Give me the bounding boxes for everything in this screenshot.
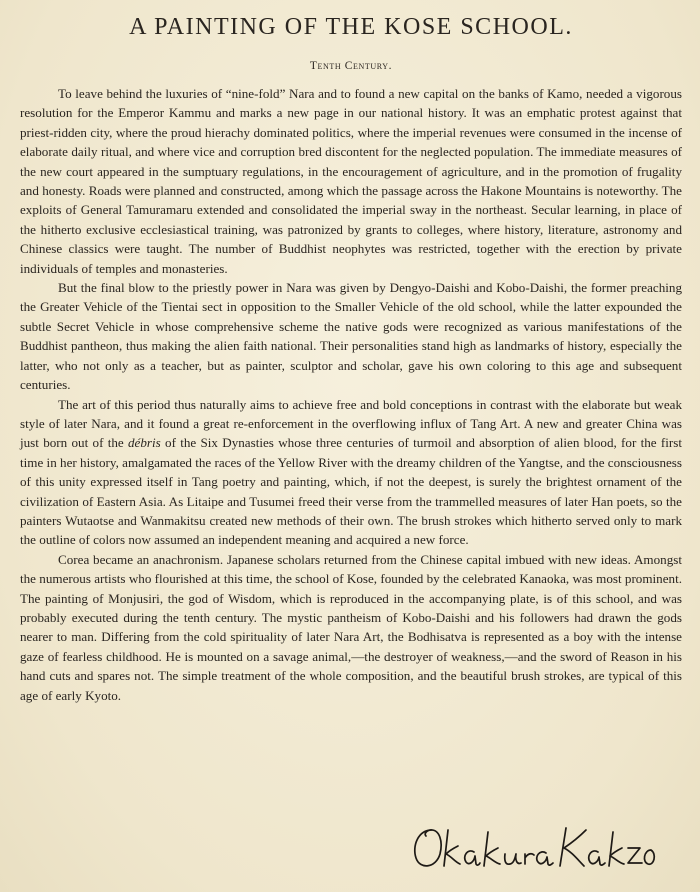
- paragraph-3: [20, 395, 682, 550]
- paragraph-3-text-start: The art of this period thus naturally aims to achieve free and bold conceptions in contrast with the elaborate but weak style of later Nara, and it found a great re-enforcement in the overflowing influx of Tang Art. A new and greater China was just born out of the: [20, 396, 682, 451]
- paragraph-4-text: Corea became an anachronism. Japanese scholars returned from the Chinese capital imbued with new ideas. Amongst the numerous artists who flourished at this time, the school of Kose, founded by the celebrated Kanaoka, was most prominent. The painting of Monjusiri, the god of Wisdom, which is reproduced in the accompanying plate, is of this school, and was probably executed during the tenth century. The mystic pantheism of Kobo-Daishi and his followers had drawn the gods nearer to man. Differing from the cold spirituality of later Nara Art, the Bodhisatva is represented as a boy with the intense gaze of fearless childhood. He is mounted on a savage animal,—the destroyer of weakness,—and the sword of Reason in his hand cuts and spares not. The simple treatment of the whole composition, and the beautiful brush strokes, are typical of this age of early Kyoto.: [20, 551, 682, 703]
- article-body: [20, 84, 682, 705]
- paragraph-3-text-end: of the Six Dynasties whose three centuries of turmoil and absorption of alien blood, for the first time in her history, amalgamated the races of the Yellow River with the dreamy children of the Yangtse, and the consciousness of this unity expressed itself in Tang poetry and painting, which, if not the deepest, is surely the brightest ornament of the civilization of Eastern Asia. As Litaipe and Tusumei freed their verse from the trammelled measures of later Han poets, so the painters Wutaotse and Wanmakitsu created new methods of their own. The brush strokes which hitherto served only to mark the outline of colors now assumed an independent meaning and acquired a new force.: [20, 435, 682, 548]
- paragraph-2-text: But the final blow to the priestly power in Nara was given by Dengyo-Daishi and Kobo-Daishi, the former preaching the Greater Vehicle of the Tientai sect in opposition to the Smaller Vehicle of the old school, while the latter expounded the subtle Secret Vehicle in whose comprehensive scheme the native gods were recognized as various manifestations of the Buddhist pantheon, thus making the alien faith national. Their personalities stand high as landmarks of history, especially the latter, who not only as a teacher, but as painter, sculptor and scholar, gave his own coloring to this age and subsequent centuries.: [20, 280, 682, 393]
- handwritten-signature: [408, 816, 658, 878]
- page-subtitle: Tenth Century.: [309, 60, 393, 72]
- paragraph-1-text: To leave behind the luxuries of “nine-fold” Nara and to found a new capital on the banks of Kamo, needed a vigorous resolution for the Emperor Kammu and marks a new page in our national history. It was an emphatic protest against that priest-ridden city, where the proud hierachy dominated politics, where the imperial revenues were consumed in the incense of elaborate daily ritual, and where vice and corruption bred discontent for the neglected population. The immediate measures of the new court appeared in the sumptuary regulations, in the encouragement of agriculture, and in the promotion of frugality and honesty. Roads were planned and constructed, among which the passage across the Hakone Mountains is noteworthy. The exploits of General Tamuramaru extended and consolidated the imperial sway in the northeast. Secular learning, in place of the hitherto exclusive ecclesiastical training, was patronized by grants to colleges, where history, literature, astronomy and Chinese classics were taught. The number of Buddhist neophytes was restricted, together with the erection by private individuals of temples and monasteries.: [20, 86, 682, 276]
- paragraph-4: [20, 550, 682, 705]
- page-title: A PAINTING OF THE KOSE SCHOOL.: [129, 14, 573, 40]
- paragraph-3-italic-word: débris: [128, 435, 161, 451]
- paragraph-2: [20, 278, 682, 394]
- paragraph-1: [20, 84, 682, 278]
